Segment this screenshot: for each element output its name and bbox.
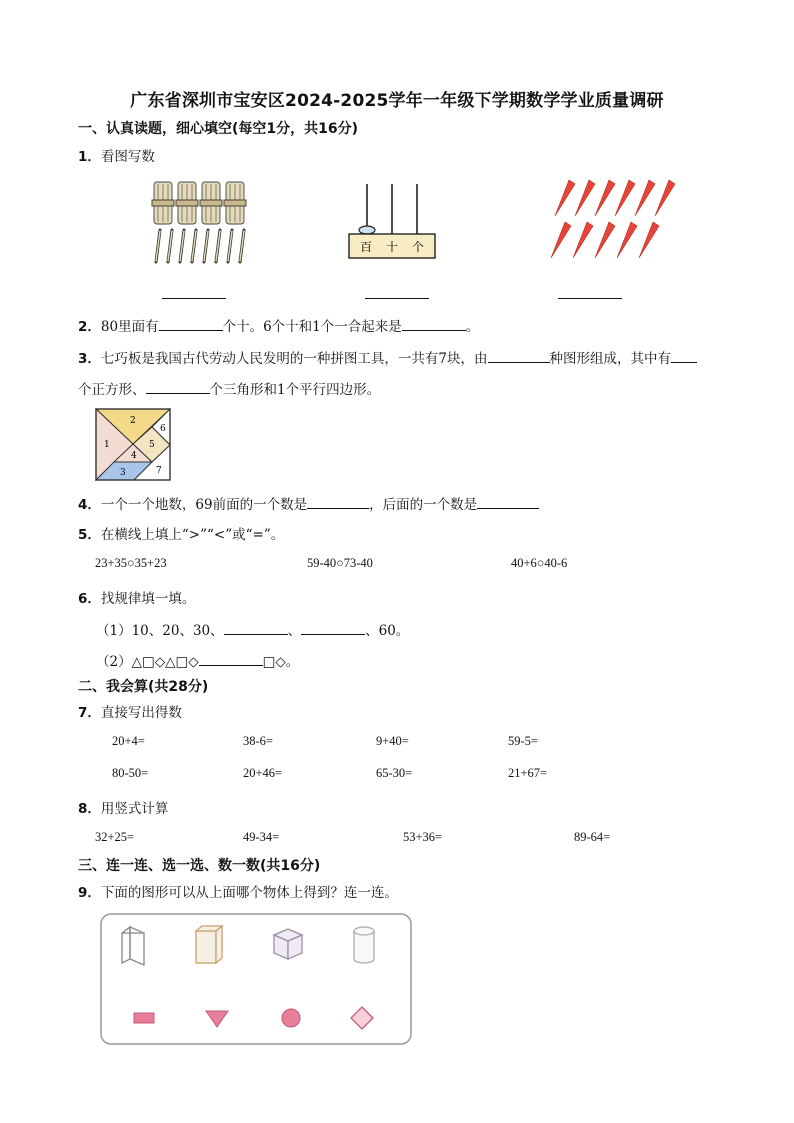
question-text: 直接写出得数 (100, 705, 182, 721)
question-text-d: 个三角形和1个平行四边形。 (209, 382, 381, 398)
tangram-image (94, 407, 172, 482)
answer-blank[interactable] (146, 381, 210, 394)
calc-item[interactable]: 21+67= (508, 766, 548, 780)
answer-line-sticks[interactable] (162, 297, 226, 299)
answer-blank[interactable] (301, 622, 365, 635)
page-title: 广东省深圳市宝安区2024-2025学年一年级下学期数学学业质量调研 (130, 91, 664, 111)
question-text: 下面的图形可以从上面哪个物体上得到？连一连。 (100, 885, 398, 901)
question-number: 9． (78, 885, 101, 901)
question-4 (78, 493, 539, 513)
pattern-end: 、60。 (365, 623, 410, 639)
section-1-heading: 一、认真读题，细心填空(每空1分，共16分) (78, 121, 359, 137)
pattern-1 (96, 619, 409, 639)
calc-item[interactable]: 20+46= (243, 766, 283, 780)
question-7 (78, 701, 182, 721)
vertical-calc-item[interactable]: 32+25= (95, 830, 135, 844)
cuboid-icon (196, 926, 222, 963)
vertical-calc-item[interactable]: 53+36= (403, 830, 443, 844)
question-text-c: 个正方形、 (78, 382, 146, 398)
rectangle-face-icon (134, 1013, 154, 1023)
question-number: 3． (78, 351, 101, 367)
answer-blank[interactable] (159, 318, 223, 331)
answer-blank[interactable] (477, 496, 539, 509)
question-text-a: 七巧板是我国古代劳动人民发明的一种拼图工具，一共有7块，由 (100, 351, 488, 367)
question-text-b: ，后面的一个数是 (369, 497, 478, 513)
question-number: 4． (78, 497, 101, 513)
answer-line-abacus[interactable] (365, 297, 429, 299)
question-text-a: 80里面有 (100, 319, 159, 335)
tangram-label-6: 6 (160, 424, 166, 434)
question-3-line-2 (78, 378, 380, 398)
solids-and-faces-image (100, 913, 412, 1045)
question-text: 看图写数 (100, 149, 155, 165)
question-text-a: 一个一个地数，69前面的一个数是 (100, 497, 308, 513)
section-2-heading: 二、我会算(共28分) (78, 679, 209, 695)
question-8 (78, 797, 168, 817)
abacus-label-ones: 个 (412, 240, 425, 254)
stick-bundles-image (150, 178, 260, 266)
question-1 (78, 145, 155, 165)
question-number: 1． (78, 149, 101, 165)
tangram-label-3: 3 (120, 468, 126, 478)
compare-item-3[interactable]: 40+6○40-6 (511, 556, 568, 570)
calc-item[interactable]: 65-30= (376, 766, 413, 780)
vertical-calc-item[interactable]: 89-64= (574, 830, 611, 844)
question-text: 找规律填一填。 (100, 591, 196, 607)
pattern-text: （2）△□◇△□◇ (96, 654, 199, 670)
compare-item-1[interactable]: 23+35○35+23 (95, 556, 167, 570)
carrots-image (545, 176, 680, 262)
question-number: 8． (78, 801, 101, 817)
circle-face-icon (282, 1009, 300, 1027)
pattern-separator: 、 (287, 623, 302, 639)
section-3-heading: 三、连一连、选一选、数一数(共16分) (78, 858, 321, 874)
calc-item[interactable]: 38-6= (243, 734, 273, 748)
calc-item[interactable]: 80-50= (112, 766, 149, 780)
tangram-label-1: 1 (104, 440, 110, 450)
answer-blank[interactable] (307, 496, 369, 509)
cube-icon (274, 929, 302, 959)
calc-item[interactable]: 20+4= (112, 734, 145, 748)
answer-line-carrots[interactable] (558, 297, 622, 299)
question-5 (78, 523, 284, 543)
question-text: 在横线上填上“>”“<”或“=”。 (100, 527, 285, 543)
tangram-label-4: 4 (131, 451, 137, 461)
question-text-b: 种图形组成，其中有 (549, 351, 671, 367)
question-9 (78, 881, 398, 901)
question-6 (78, 587, 195, 607)
abacus-image (345, 182, 440, 262)
answer-blank[interactable] (199, 653, 263, 666)
answer-blank[interactable] (488, 350, 550, 363)
question-text: 用竖式计算 (100, 801, 169, 817)
answer-blank[interactable] (402, 318, 466, 331)
tangram-label-2: 2 (130, 416, 136, 426)
pattern-text: （1）10、20、30、 (96, 623, 224, 639)
tangram-label-5: 5 (149, 440, 155, 450)
question-text-b: 个十。6个十和1个一合起来是 (222, 319, 402, 335)
question-number: 6． (78, 591, 101, 607)
pattern-end: □◇。 (262, 654, 300, 670)
question-number: 7． (78, 705, 101, 721)
question-3-line-1 (78, 347, 697, 367)
compare-item-2[interactable]: 59-40○73-40 (307, 556, 373, 570)
abacus-label-hundreds: 百 (360, 240, 373, 254)
tangram-label-7: 7 (156, 466, 162, 476)
answer-blank[interactable] (224, 622, 288, 635)
calc-item[interactable]: 9+40= (376, 734, 409, 748)
abacus-label-tens: 十 (386, 240, 399, 254)
question-2 (78, 315, 479, 335)
vertical-calc-item[interactable]: 49-34= (243, 830, 280, 844)
question-text-c: 。 (465, 319, 480, 335)
answer-blank[interactable] (671, 350, 697, 363)
question-number: 2． (78, 319, 101, 335)
cylinder-icon (354, 927, 374, 963)
question-number: 5． (78, 527, 101, 543)
pattern-2 (96, 650, 299, 670)
calc-item[interactable]: 59-5= (508, 734, 538, 748)
